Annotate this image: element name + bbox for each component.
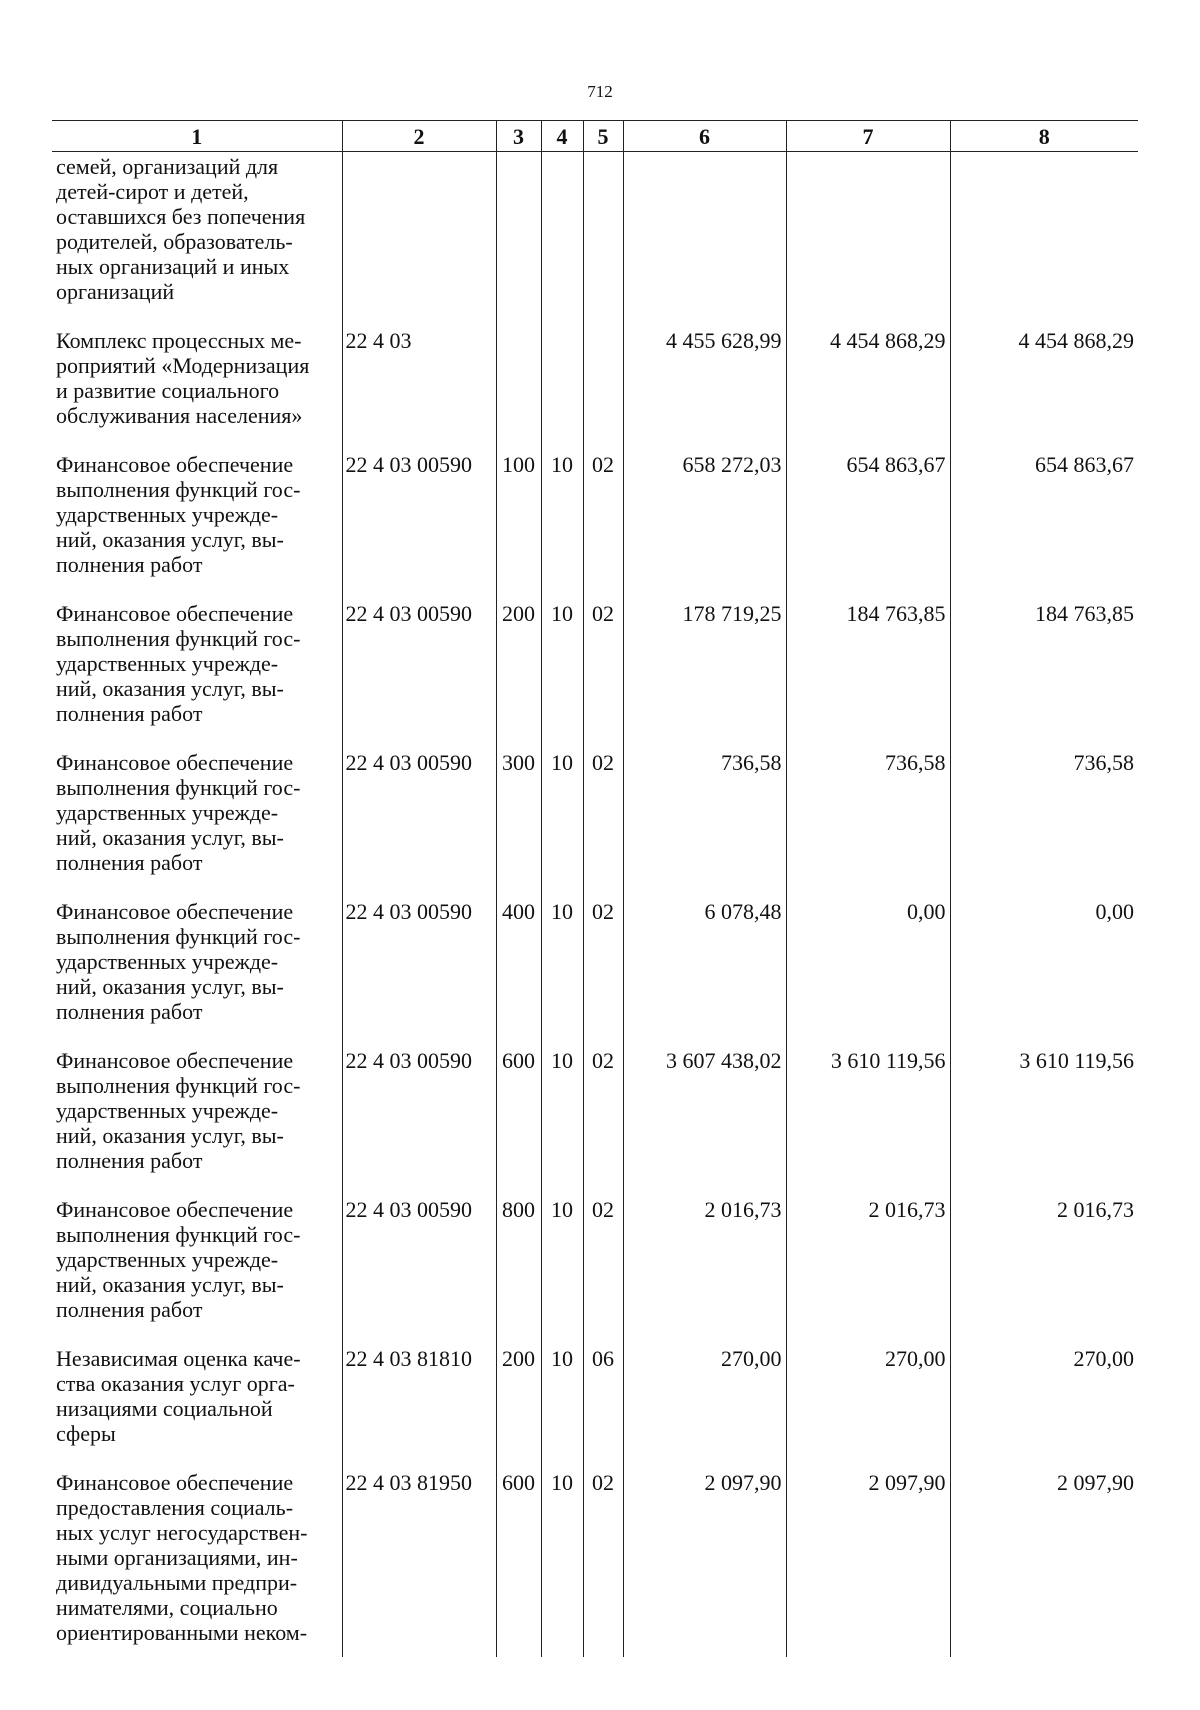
amount-col7-cell: 0,00 — [786, 887, 950, 1036]
page-number: 712 — [587, 82, 613, 101]
item-name-line: полнения работ — [56, 1148, 203, 1173]
table-row — [52, 1036, 1138, 1185]
amount-col6-cell: 178 719,25 — [623, 589, 786, 738]
item-name-cell — [52, 1036, 342, 1185]
item-name-line: семей, организаций для — [56, 154, 279, 179]
item-name-line: Независимая оценка каче- — [56, 1346, 301, 1371]
amount-col8-cell: 736,58 — [950, 738, 1138, 887]
budget-code-cell: 22 4 03 00590 — [342, 1185, 496, 1334]
item-name-line: выполнения функций гос- — [56, 477, 301, 502]
budget-code-cell — [342, 152, 496, 317]
item-name-cell — [52, 152, 342, 317]
amount-col7-cell: 2 097,90 — [786, 1458, 950, 1657]
item-name-line: полнения работ — [56, 850, 203, 875]
section-cell: 10 — [541, 1458, 583, 1657]
item-name-cell — [52, 738, 342, 887]
subsection-cell: 02 — [583, 738, 623, 887]
table-row — [52, 887, 1138, 1036]
item-name-line: ударственных учрежде- — [56, 1247, 279, 1272]
item-name-line: выполнения функций гос- — [56, 626, 301, 651]
item-name-line: ударственных учрежде- — [56, 949, 279, 974]
amount-col8-cell: 0,00 — [950, 887, 1138, 1036]
item-name-line: Финансовое обеспечение — [56, 1197, 294, 1222]
amount-col8-cell: 2 097,90 — [950, 1458, 1138, 1657]
section-cell: 10 — [541, 589, 583, 738]
budget-code-cell: 22 4 03 00590 — [342, 589, 496, 738]
section-cell: 10 — [541, 887, 583, 1036]
amount-col8-cell: 3 610 119,56 — [950, 1036, 1138, 1185]
item-name-line: ударственных учрежде- — [56, 1098, 279, 1123]
item-name-line: родителей, образователь- — [56, 229, 293, 254]
budget-code-cell: 22 4 03 — [342, 316, 496, 440]
item-name-line: выполнения функций гос- — [56, 1073, 301, 1098]
item-name-line: выполнения функций гос- — [56, 924, 301, 949]
column-header-7: 7 — [786, 121, 950, 152]
expense-type-cell — [496, 152, 541, 317]
amount-col8-cell: 654 863,67 — [950, 440, 1138, 589]
amount-col6-cell: 658 272,03 — [623, 440, 786, 589]
section-cell: 10 — [541, 1334, 583, 1458]
table-row — [52, 440, 1138, 589]
amount-col7-cell — [786, 152, 950, 317]
subsection-cell — [583, 316, 623, 440]
item-name-line: сферы — [56, 1421, 116, 1446]
budget-code-cell: 22 4 03 00590 — [342, 440, 496, 589]
item-name-cell — [52, 316, 342, 440]
item-name-line: роприятий «Модернизация — [56, 353, 310, 378]
item-name-line: предоставления социаль- — [56, 1495, 294, 1520]
amount-col8-cell: 2 016,73 — [950, 1185, 1138, 1334]
expense-type-cell: 100 — [496, 440, 541, 589]
amount-col7-cell: 3 610 119,56 — [786, 1036, 950, 1185]
table-row — [52, 1458, 1138, 1657]
section-cell: 10 — [541, 738, 583, 887]
column-header-2: 2 — [342, 121, 496, 152]
column-header-6: 6 — [623, 121, 786, 152]
item-name-line: ударственных учрежде- — [56, 800, 279, 825]
expense-type-cell: 300 — [496, 738, 541, 887]
amount-col6-cell: 2 097,90 — [623, 1458, 786, 1657]
subsection-cell: 06 — [583, 1334, 623, 1458]
amount-col7-cell: 2 016,73 — [786, 1185, 950, 1334]
section-cell: 10 — [541, 440, 583, 589]
section-cell: 10 — [541, 1185, 583, 1334]
item-name-line: нимателями, социально — [56, 1595, 278, 1620]
item-name-cell — [52, 1185, 342, 1334]
item-name-line: ний, оказания услуг, вы- — [56, 1272, 284, 1297]
table-row — [52, 1185, 1138, 1334]
item-name-line: ний, оказания услуг, вы- — [56, 527, 284, 552]
subsection-cell: 02 — [583, 1036, 623, 1185]
column-header-1: 1 — [52, 121, 342, 152]
amount-col8-cell: 4 454 868,29 — [950, 316, 1138, 440]
amount-col6-cell: 736,58 — [623, 738, 786, 887]
subsection-cell: 02 — [583, 1458, 623, 1657]
budget-code-cell: 22 4 03 81810 — [342, 1334, 496, 1458]
amount-col7-cell: 736,58 — [786, 738, 950, 887]
table-body — [52, 152, 1138, 1658]
item-name-line: Финансовое обеспечение — [56, 601, 294, 626]
table-row — [52, 589, 1138, 738]
expense-type-cell: 600 — [496, 1458, 541, 1657]
item-name-cell — [52, 589, 342, 738]
budget-code-cell: 22 4 03 00590 — [342, 738, 496, 887]
item-name-line: Финансовое обеспечение — [56, 1048, 294, 1073]
amount-col8-cell — [950, 152, 1138, 317]
item-name-line: Финансовое обеспечение — [56, 1470, 294, 1495]
item-name-line: полнения работ — [56, 701, 203, 726]
item-name-line: полнения работ — [56, 999, 203, 1024]
amount-col6-cell: 4 455 628,99 — [623, 316, 786, 440]
item-name-line: ства оказания услуг орга- — [56, 1371, 295, 1396]
section-cell — [541, 316, 583, 440]
amount-col7-cell: 4 454 868,29 — [786, 316, 950, 440]
item-name-line: выполнения функций гос- — [56, 1222, 301, 1247]
item-name-cell — [52, 1334, 342, 1458]
budget-code-cell: 22 4 03 81950 — [342, 1458, 496, 1657]
item-name-line: ударственных учрежде- — [56, 502, 279, 527]
amount-col6-cell: 270,00 — [623, 1334, 786, 1458]
item-name-line: дивидуальными предпри- — [56, 1570, 298, 1595]
column-header-3: 3 — [496, 121, 541, 152]
expense-type-cell: 800 — [496, 1185, 541, 1334]
table-row — [52, 738, 1138, 887]
column-header-8: 8 — [950, 121, 1138, 152]
expense-type-cell — [496, 316, 541, 440]
item-name-line: ний, оказания услуг, вы- — [56, 974, 284, 999]
amount-col7-cell: 270,00 — [786, 1334, 950, 1458]
item-name-line: полнения работ — [56, 1297, 203, 1322]
item-name-line: и развитие социального — [56, 378, 280, 403]
item-name-line: полнения работ — [56, 552, 203, 577]
item-name-line: ориентированными неком- — [56, 1620, 308, 1645]
item-name-line: детей-сирот и детей, — [56, 179, 249, 204]
item-name-line: ний, оказания услуг, вы- — [56, 1123, 284, 1148]
item-name-cell — [52, 440, 342, 589]
subsection-cell: 02 — [583, 887, 623, 1036]
amount-col7-cell: 184 763,85 — [786, 589, 950, 738]
item-name-cell — [52, 1458, 342, 1657]
item-name-line: ударственных учрежде- — [56, 651, 279, 676]
subsection-cell — [583, 152, 623, 317]
table-header-row — [52, 121, 1138, 152]
amount-col6-cell: 3 607 438,02 — [623, 1036, 786, 1185]
item-name-cell — [52, 887, 342, 1036]
column-header-4: 4 — [541, 121, 583, 152]
table-row — [52, 316, 1138, 440]
item-name-line: ний, оказания услуг, вы- — [56, 825, 284, 850]
section-cell — [541, 152, 583, 317]
subsection-cell: 02 — [583, 1185, 623, 1334]
item-name-line: Финансовое обеспечение — [56, 452, 294, 477]
item-name-line: ных организаций и иных — [56, 254, 290, 279]
expense-type-cell: 400 — [496, 887, 541, 1036]
item-name-line: оставшихся без попечения — [56, 204, 306, 229]
expense-type-cell: 600 — [496, 1036, 541, 1185]
amount-col8-cell: 184 763,85 — [950, 589, 1138, 738]
table-row — [52, 152, 1138, 317]
amount-col6-cell: 2 016,73 — [623, 1185, 786, 1334]
item-name-line: ных услуг негосударствен- — [56, 1520, 308, 1545]
expense-type-cell: 200 — [496, 589, 541, 738]
budget-table — [52, 120, 1138, 1657]
item-name-line: Комплекс процессных ме- — [56, 328, 302, 353]
subsection-cell: 02 — [583, 440, 623, 589]
section-cell: 10 — [541, 1036, 583, 1185]
amount-col6-cell — [623, 152, 786, 317]
amount-col6-cell: 6 078,48 — [623, 887, 786, 1036]
item-name-line: Финансовое обеспечение — [56, 750, 294, 775]
item-name-line: ний, оказания услуг, вы- — [56, 676, 284, 701]
expense-type-cell: 200 — [496, 1334, 541, 1458]
amount-col8-cell: 270,00 — [950, 1334, 1138, 1458]
item-name-line: организаций — [56, 279, 175, 304]
subsection-cell: 02 — [583, 589, 623, 738]
amount-col7-cell: 654 863,67 — [786, 440, 950, 589]
budget-code-cell: 22 4 03 00590 — [342, 1036, 496, 1185]
item-name-line: обслуживания населения» — [56, 403, 303, 428]
item-name-line: ными организациями, ин- — [56, 1545, 298, 1570]
item-name-line: низациями социальной — [56, 1396, 273, 1421]
item-name-line: выполнения функций гос- — [56, 775, 301, 800]
budget-code-cell: 22 4 03 00590 — [342, 887, 496, 1036]
column-header-5: 5 — [583, 121, 623, 152]
table-row — [52, 1334, 1138, 1458]
item-name-line: Финансовое обеспечение — [56, 899, 294, 924]
